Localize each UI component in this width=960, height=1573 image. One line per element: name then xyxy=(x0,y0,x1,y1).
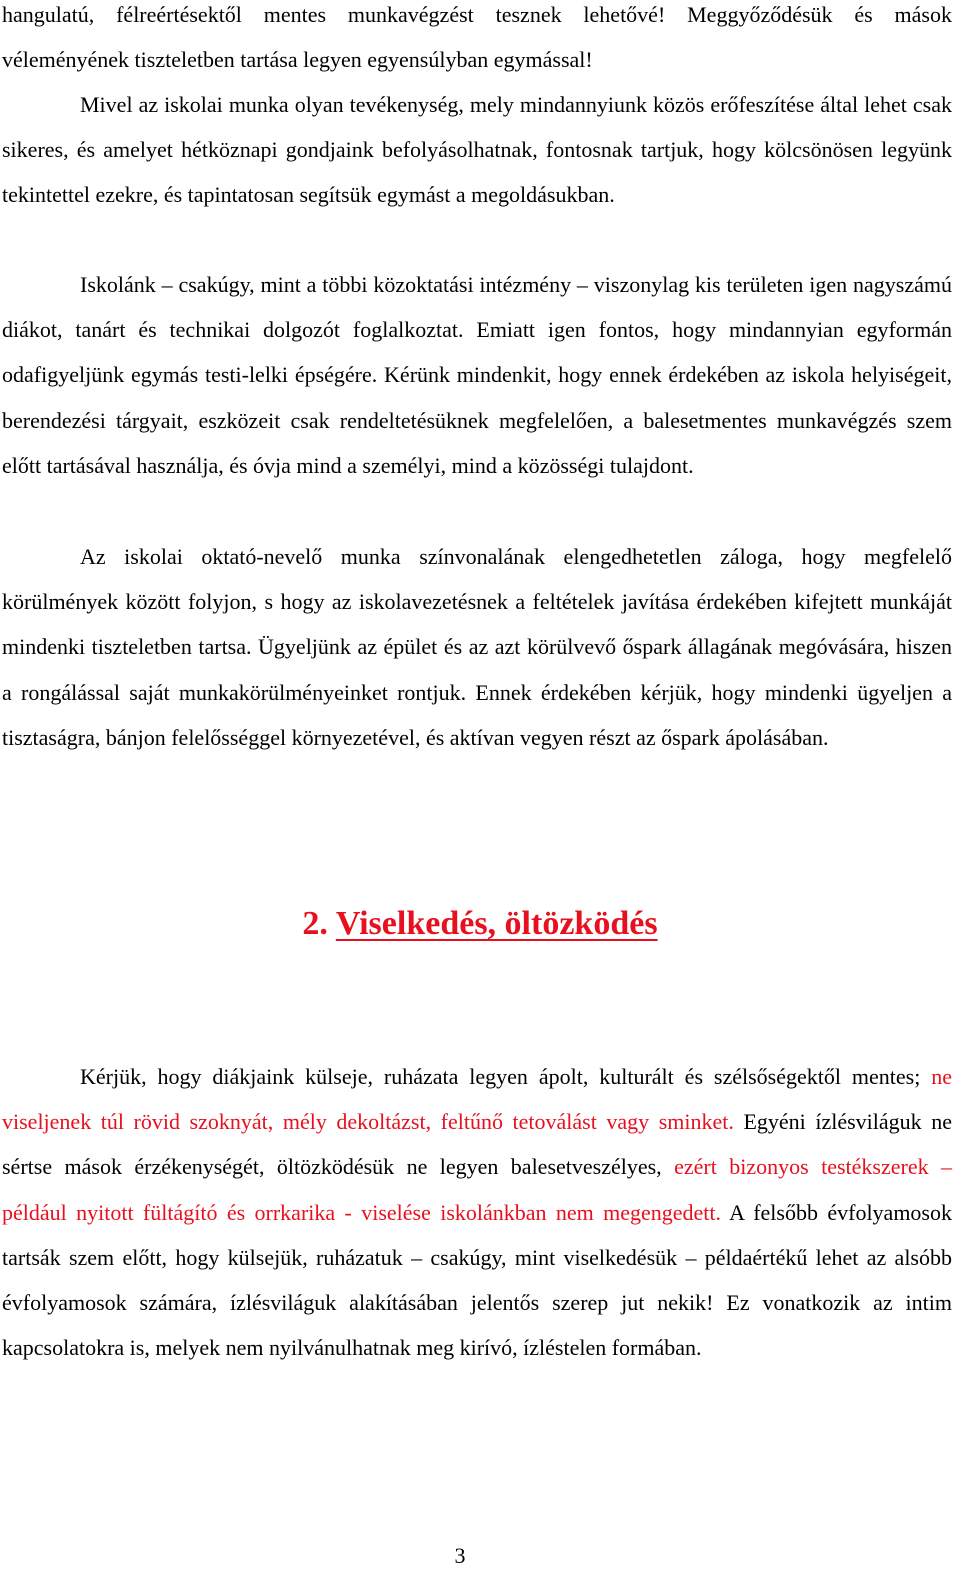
dress-role-model-text: A felsőbb évfolyamosok tartsák szem előtt, hogy külsejük, ruházatuk – csakúgy, mint viselkedésük – példaértékű lehet az alsóbb évfolyamosok számára, ízlésviláguk alakításában jelentős szerep jut nekik! Ez vonatkozik az intim kapcsolatokra is, melyek nem nyilvánulhatnak meg kirívó, ízléstelen formában. xyxy=(2,1199,952,1361)
page-number: 3 xyxy=(454,1543,466,1568)
section-number: 2. xyxy=(302,905,328,942)
dress-intro-text: Kérjük, hogy diákjaink külseje, ruházata legyen ápolt, kulturált és szélsőségektől mentes; xyxy=(80,1064,932,1089)
paragraph-cooperation: Mivel az iskolai munka olyan tevékenység, mely mindannyiunk közös erőfeszítése által lehet csak sikeres, és amelyet hétköznapi gondjaink befolyásolhatnak, fontosnak tartjuk, hogy kölcsönösen legyünk tekintettel ezekre, és tapintatosan segítsük egymást a megoldásukban. xyxy=(2,92,952,208)
section-heading xyxy=(0,900,960,948)
piercing-restriction-text: ezért bizonyos testékszerek – például nyitott fültágító és orrkarika - viselése iskolánkban nem megengedett. xyxy=(2,1154,952,1225)
paragraph-environment: Az iskolai oktató-nevelő munka színvonalának elengedhetetlen záloga, hogy megfelelő körülmények között folyjon, s hogy az iskolavezetésnek a feltételek javítása érdekében kifejtett munkáját mindenki tiszteletben tartsa. Ügyeljünk az épület és az azt körülvevő őspark állagának megóvására, hiszen a rongálással saját munkakörülményeinket rontjuk. Ennek érdekében kérjük, hogy mindenki ügyeljen a tisztaságra, bánjon felelősséggel környezetével, és aktívan vegyen részt az őspark ápolásában. xyxy=(2,544,952,750)
paragraph-safety: Iskolánk – csakúgy, mint a többi közoktatási intézmény – viszonylag kis területen igen nagyszámú diákot, tanárt és technikai dolgozót foglalkoztat. Emiatt igen fontos, hogy mindannyian egyformán odafigyeljünk egymás testi-lelki épségére. Kérünk mindenkit, hogy ennek érdekében az iskola helyiségeit, berendezési tárgyait, eszközeit csak rendeltetésüknek megfelelően, a balesetmentes munkavégzés szem előtt tartásával használja, és óvja mind a személyi, mind a közösségi tulajdont. xyxy=(2,272,952,478)
dress-taste-text: Egyéni ízlésviláguk ne sértse mások érzékenységét, öltözködésük ne legyen balesetveszélyes, xyxy=(2,1109,952,1180)
section-title: Viselkedés, öltözködés xyxy=(335,905,658,942)
paragraph-dress-code xyxy=(2,1054,952,1370)
paragraph-continuation: hangulatú, félreértésektől mentes munkavégzést tesznek lehetővé! Meggyőződésük és mások véleményének tiszteletben tartása legyen egyensúlyban egymással! xyxy=(2,2,952,73)
dress-restriction-text: ne viseljenek túl rövid szoknyát, mély dekoltázst, feltűnő tetoválást vagy sminket. xyxy=(2,1064,952,1135)
